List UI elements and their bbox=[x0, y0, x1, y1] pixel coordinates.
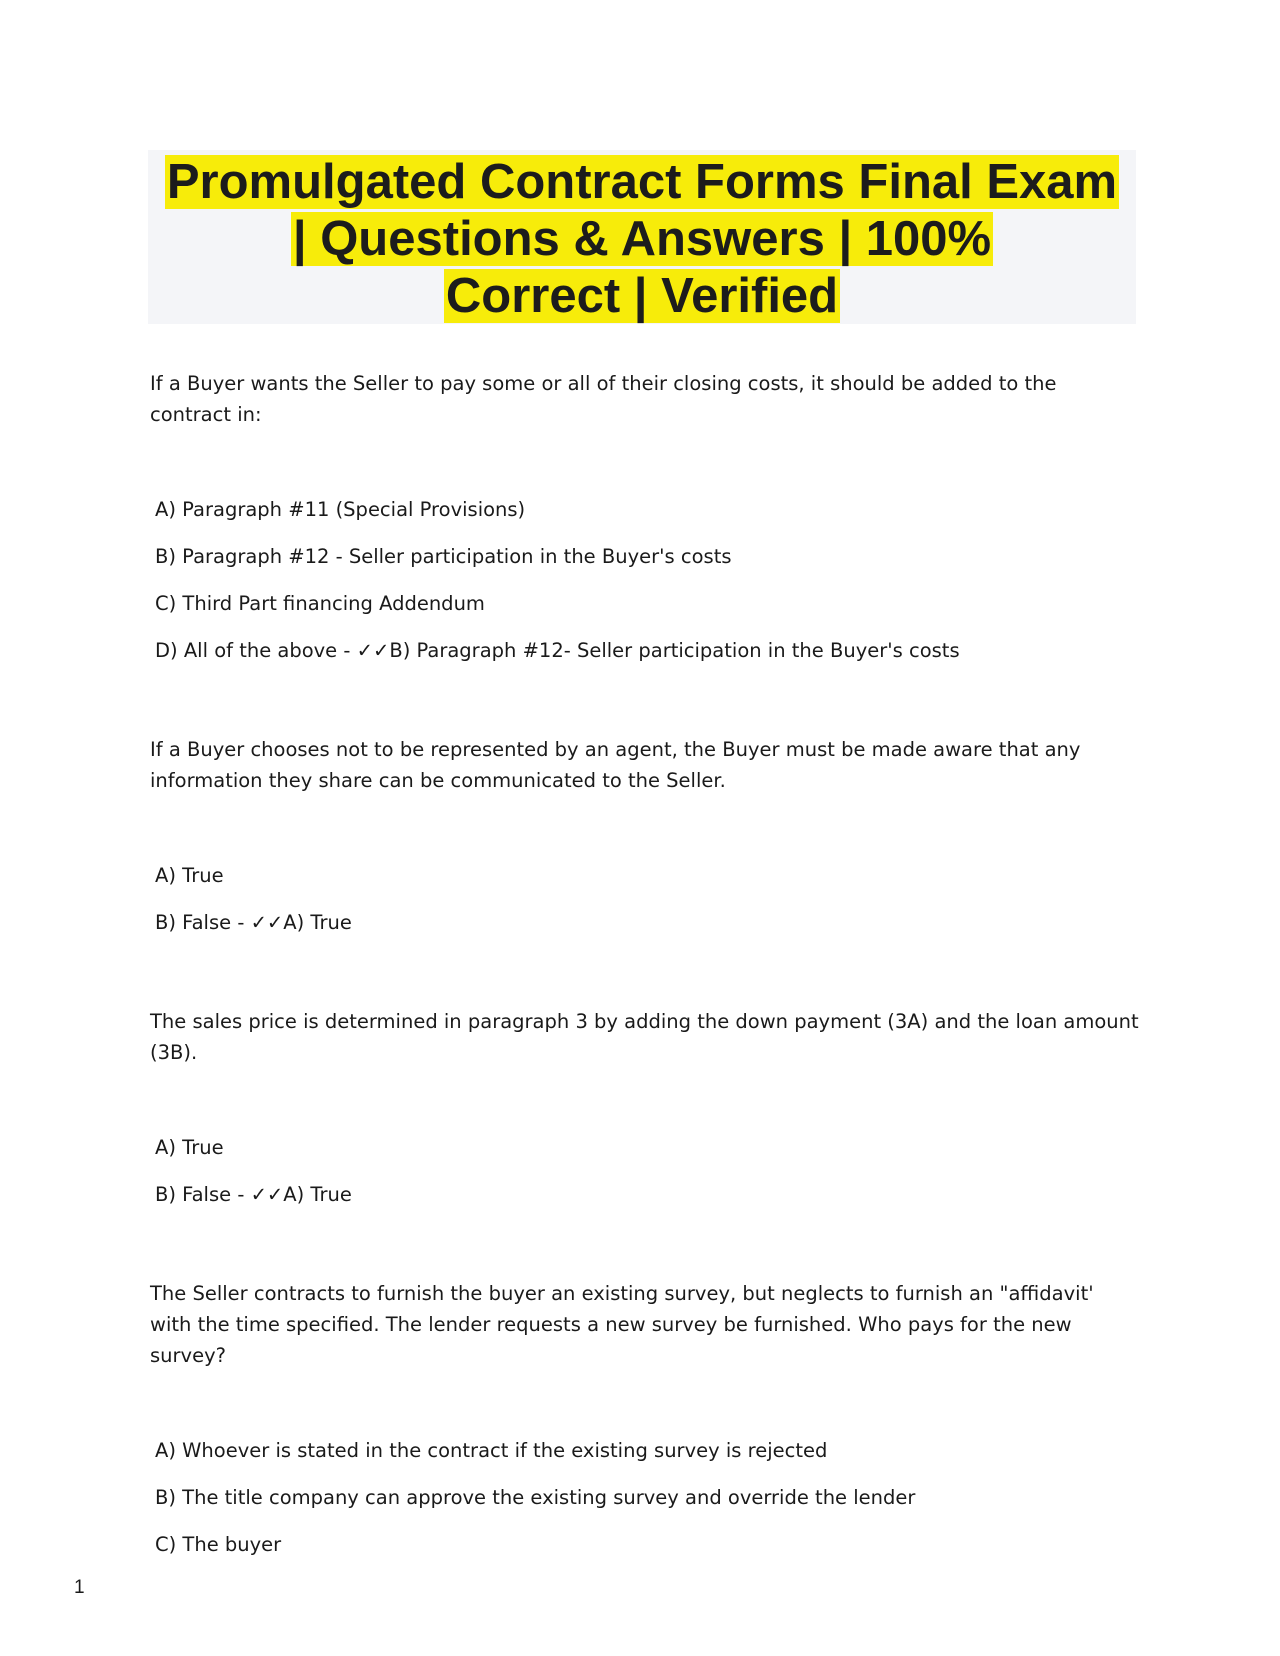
spacer bbox=[150, 954, 1140, 1006]
option-a: A) True bbox=[155, 864, 224, 887]
document-title bbox=[148, 150, 1136, 325]
option-list bbox=[150, 860, 1140, 938]
page-number: 1 bbox=[74, 1577, 85, 1598]
question-text: The Seller contracts to furnish the buyer an existing survey, but neglects to furnish an "affidavit' with the time specified. The lender requests a new survey be furnished. Who pays for the new survey? bbox=[150, 1282, 1094, 1367]
question-3 bbox=[150, 1006, 1140, 1210]
option-list bbox=[150, 1435, 1140, 1560]
question-text: If a Buyer wants the Seller to pay some or all of their closing costs, it should be added to the contract in: bbox=[150, 372, 1057, 426]
option-a: A) Whoever is stated in the contract if the existing survey is rejected bbox=[155, 1439, 828, 1462]
answer-text: B) Paragraph #12- Seller participation in the Buyer's costs bbox=[389, 639, 960, 662]
option-b-with-answer bbox=[155, 1179, 1140, 1210]
option-list bbox=[150, 494, 1140, 666]
option-a: A) Paragraph #11 (Special Provisions) bbox=[155, 498, 526, 521]
option-c: C) Third Part financing Addendum bbox=[155, 592, 485, 615]
title-line-2: | Questions & Answers | 100% bbox=[292, 212, 992, 266]
option-b: B) False - bbox=[155, 911, 251, 934]
option-b: B) False - bbox=[155, 1183, 251, 1206]
question-list bbox=[150, 368, 1140, 1576]
check-icon: ✓✓ bbox=[356, 639, 390, 662]
check-icon: ✓✓ bbox=[250, 1183, 284, 1206]
option-c: C) The buyer bbox=[155, 1533, 282, 1556]
option-a: A) True bbox=[155, 1136, 224, 1159]
option-b-with-answer bbox=[155, 907, 1140, 938]
question-4 bbox=[150, 1278, 1140, 1560]
answer-text: A) True bbox=[283, 911, 352, 934]
option-d-with-answer bbox=[155, 635, 1140, 666]
option-b: B) Paragraph #12 - Seller participation in the Buyer's costs bbox=[155, 545, 732, 568]
title-line-1: Promulgated Contract Forms Final Exam bbox=[166, 155, 1118, 209]
spacer bbox=[150, 1226, 1140, 1278]
question-2 bbox=[150, 734, 1140, 938]
check-icon: ✓✓ bbox=[250, 911, 284, 934]
question-1 bbox=[150, 368, 1140, 666]
option-b: B) The title company can approve the existing survey and override the lender bbox=[155, 1486, 916, 1509]
option-list bbox=[150, 1132, 1140, 1210]
question-text: The sales price is determined in paragraph 3 by adding the down payment (3A) and the loan amount (3B). bbox=[150, 1010, 1139, 1064]
title-line-3: Correct | Verified bbox=[445, 269, 839, 323]
question-text: If a Buyer chooses not to be represented by an agent, the Buyer must be made aware that any information they share can be communicated to the Seller. bbox=[150, 738, 1081, 792]
option-d: D) All of the above - bbox=[155, 639, 357, 662]
title-block bbox=[148, 150, 1136, 324]
answer-text: A) True bbox=[283, 1183, 352, 1206]
spacer bbox=[150, 682, 1140, 734]
